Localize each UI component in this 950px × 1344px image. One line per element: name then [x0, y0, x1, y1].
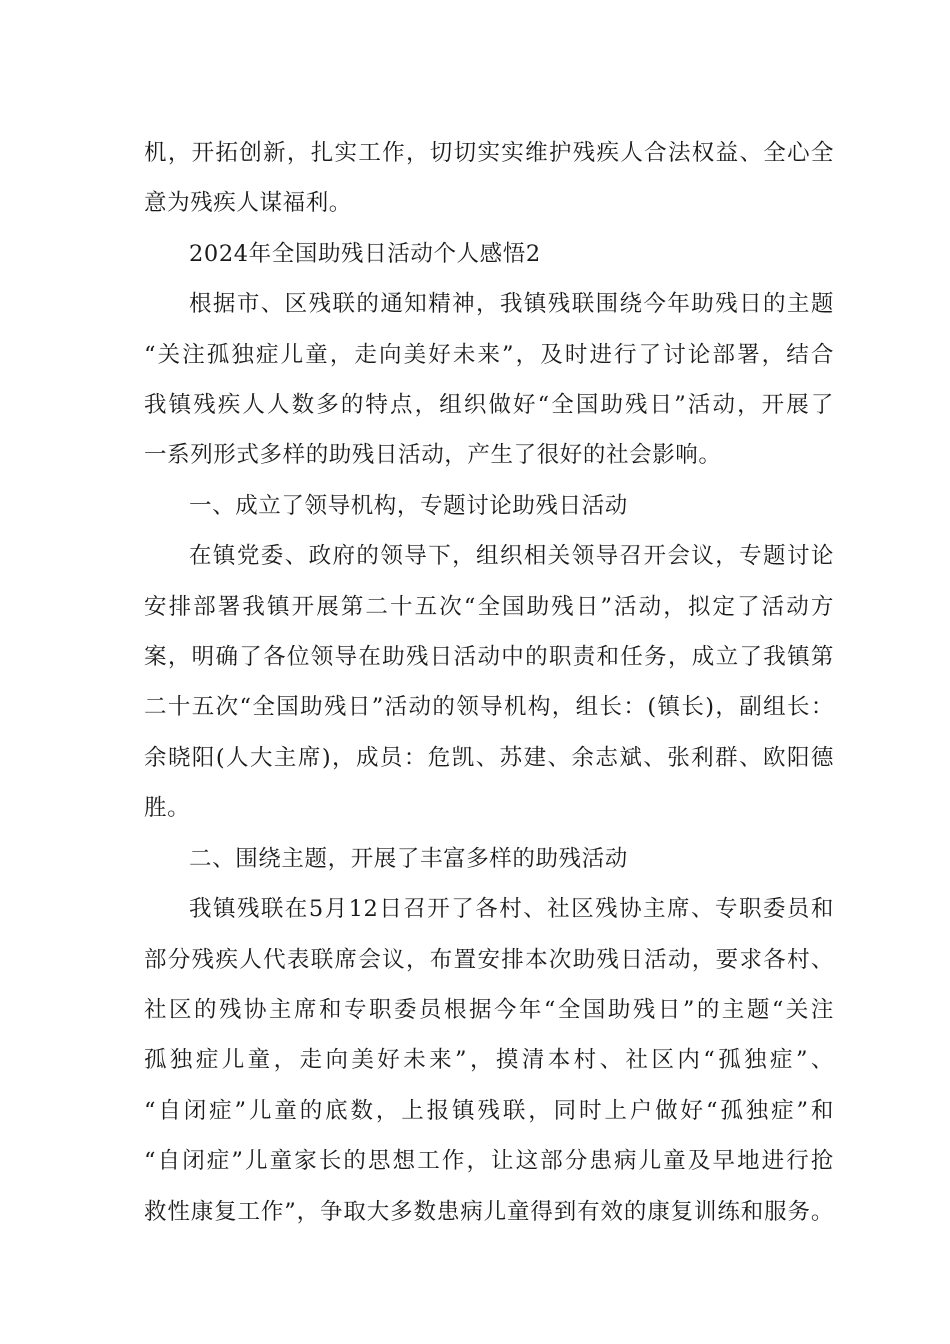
text-line: 胜。 [144, 795, 191, 822]
text-line: 余晓阳(人大主席)，成员：危凯、苏建、余志斌、张利群、欧阳德 [144, 744, 834, 771]
heading-section-one [144, 481, 834, 531]
text-line: 安排部署我镇开展第二十五次“全国助残日”活动，拟定了活动方 [144, 593, 834, 620]
text-line: 我镇残联在5月12日召开了各村、社区残协主席、专职委员和 [189, 896, 834, 923]
text-line: 孤独症儿童，走向美好未来”，摸清本村、社区内“孤独症”、 [144, 1047, 834, 1074]
section-title-2 [144, 229, 834, 279]
text-line: “自闭症”儿童的底数，上报镇残联，同时上户做好“孤独症”和 [144, 1097, 834, 1124]
text-line: 一、成立了领导机构，专题讨论助残日活动 [189, 492, 628, 519]
paragraph-7 [144, 884, 834, 1237]
text-line: 意为残疾人谋福利。 [144, 190, 352, 217]
text-line: “关注孤独症儿童，走向美好未来”，及时进行了讨论部署，结合 [144, 341, 834, 368]
text-line: 社区的残协主席和专职委员根据今年“全国助残日”的主题“关注 [144, 996, 834, 1023]
text-line: 机，开拓创新，扎实工作，切切实实维护残疾人合法权益、全心全 [144, 140, 834, 166]
document-page [144, 128, 834, 1237]
text-line: 部分残疾人代表联席会议，布置安排本次助残日活动，要求各村、 [144, 946, 834, 973]
text-line: 2024年全国助残日活动个人感悟2 [189, 240, 541, 267]
text-line: 救性康复工作”，争取大多数患病儿童得到有效的康复训练和服务。 [144, 1198, 834, 1225]
heading-section-two [144, 834, 834, 884]
paragraph-5 [144, 531, 834, 833]
text-line: 二十五次“全国助残日”活动的领导机构，组长：(镇长)，副组长： [144, 694, 834, 721]
text-line: 在镇党委、政府的领导下，组织相关领导召开会议，专题讨论 [189, 543, 834, 570]
text-line: 根据市、区残联的通知精神，我镇残联围绕今年助残日的主题 [189, 291, 834, 318]
text-line: 我镇残疾人人数多的特点，组织做好“全国助残日”活动，开展了 [144, 392, 834, 419]
text-line: 二、围绕主题，开展了丰富多样的助残活动 [189, 845, 628, 872]
paragraph-1 [144, 128, 834, 229]
text-line: 一系列形式多样的助残日活动，产生了很好的社会影响。 [144, 442, 722, 469]
text-line: 案，明确了各位领导在助残日活动中的职责和任务，成立了我镇第 [144, 644, 834, 671]
text-line: “自闭症”儿童家长的思想工作，让这部分患病儿童及早地进行抢 [144, 1148, 834, 1175]
paragraph-3 [144, 279, 834, 481]
